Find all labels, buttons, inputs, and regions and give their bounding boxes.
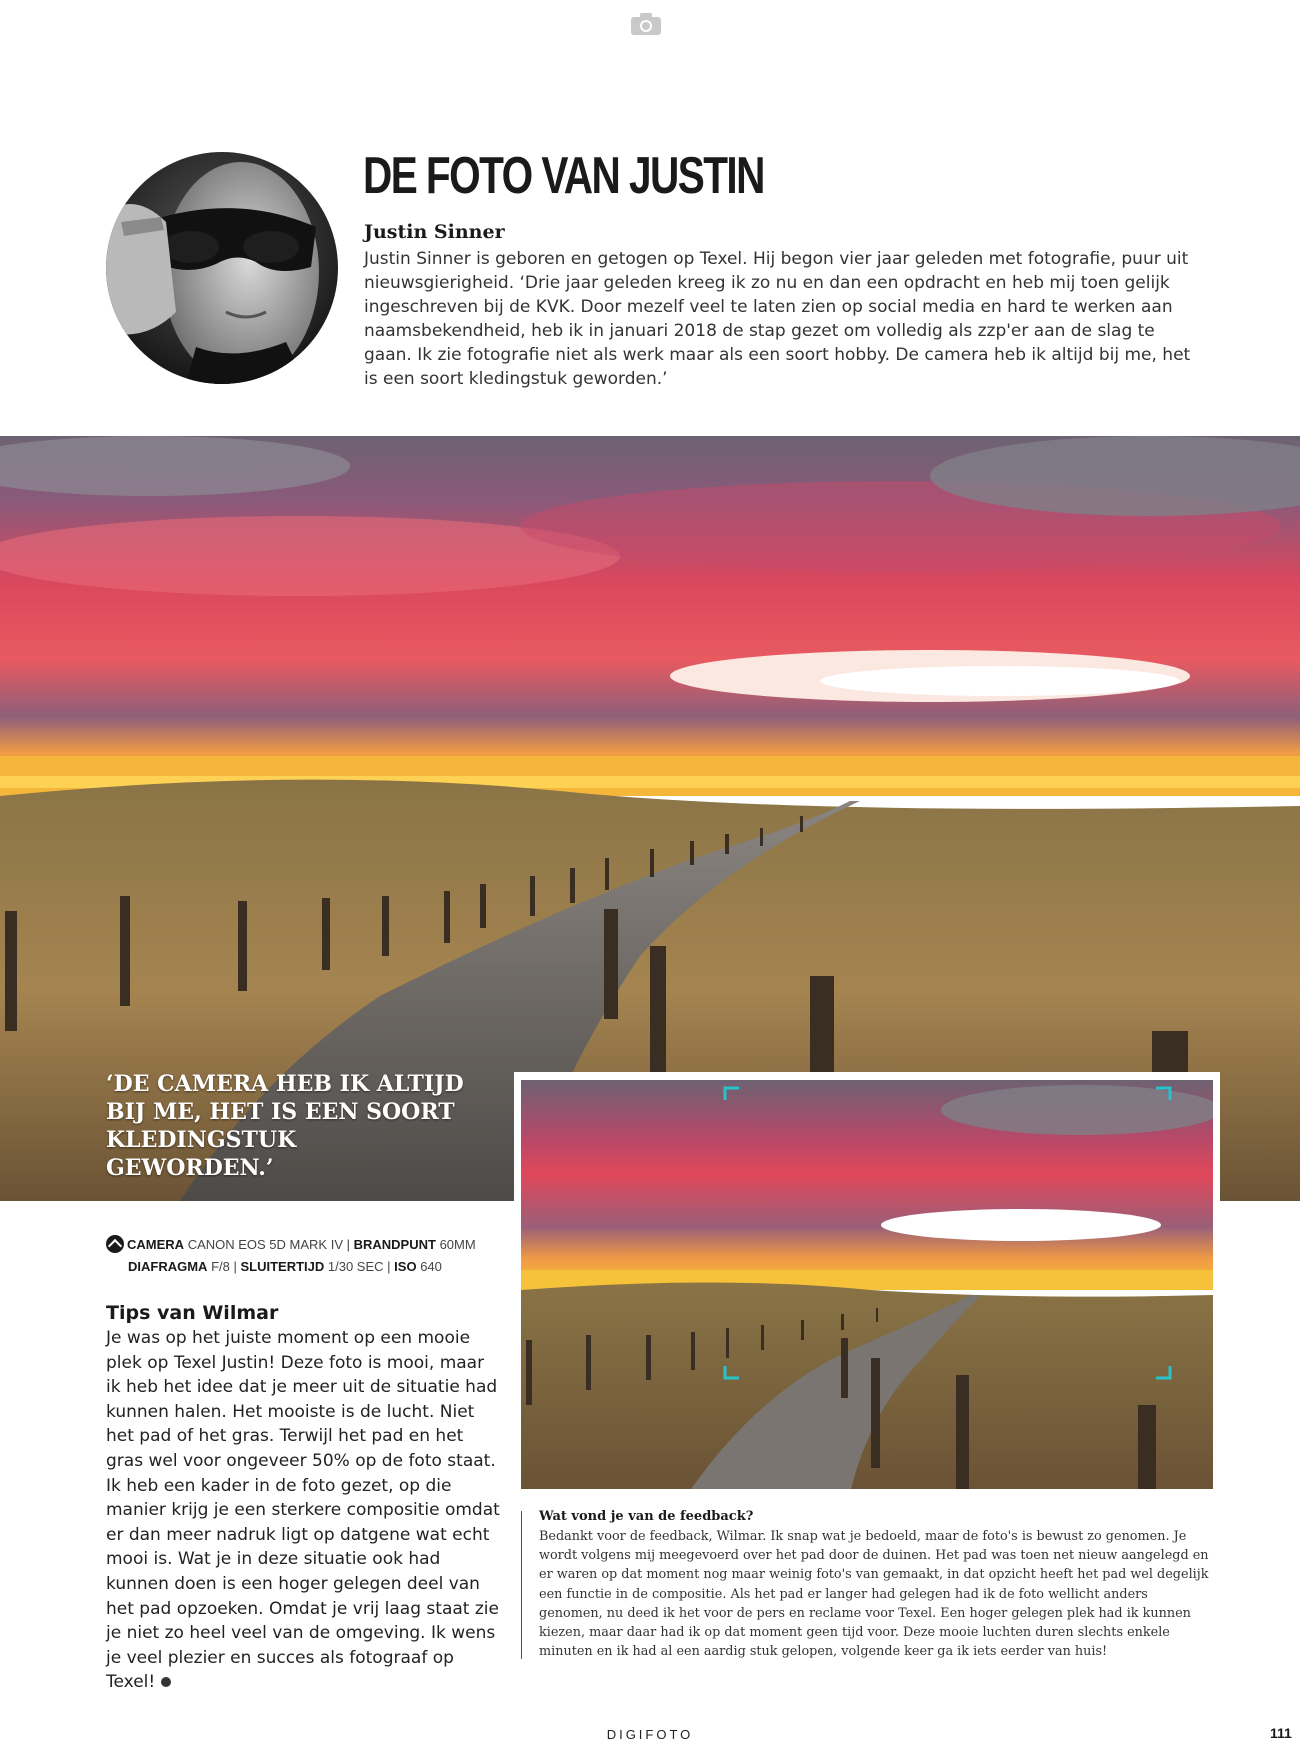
tips-body: Je was op het juiste moment op een mooie plek op Texel Justin! Deze foto is mooi, maar ik heb het idee dat je meer uit de situatie had kunnen halen. Het mooiste is de lucht. Niet het pad of het gras. Terwijl het pad en het gras wel voor ongeveer 50% op de foto staat. Ik heb een kader in de foto gezet, op die manier krijg je een sterkere compositie omdat er dan meer nadruk ligt op datgene wat echt mooi is. Wat je in deze situatie ook had kunnen doen is een hoger gelegen deel van het pad opzoeken. Omdat je vrij laag staat zie je niet zo heel veel van de omgeving. Ik wens je veel plezier en succes als fotograaf op Texel! [106, 1328, 500, 1693]
pull-quote: ‘DE CAMERA HEB IK ALTIJD BIJ ME, HET IS EEN SOORT KLEDINGSTUK GEWORDEN.’ [106, 1071, 464, 1181]
aperture-value: F/8 [211, 1259, 230, 1274]
magazine-name: DIGIFOTO [606, 1727, 694, 1742]
feedback-divider [521, 1511, 522, 1659]
end-mark-icon [161, 1677, 171, 1687]
shutter-value: 1/30 SEC [327, 1259, 384, 1274]
tips-heading: Tips van Wilmar [106, 1302, 279, 1324]
specs-line-2: DIAFRAGMA F/8 | SLUITERTIJD 1/30 SEC | ISO 640 [128, 1259, 442, 1274]
crop-marks [521, 1080, 1213, 1489]
iso-label: ISO [394, 1259, 417, 1274]
author-name: Justin Sinner [364, 221, 505, 243]
camera-value: CANON EOS 5D MARK IV [187, 1237, 343, 1252]
page-title: DE FOTO VAN JUSTIN [363, 147, 764, 205]
focal-value: 60MM [439, 1237, 476, 1252]
feedback-text: Bedankt voor de feedback, Wilmar. Ik snap wat je bedoeld, maar de foto's is bewust zo genomen. Je wordt volgens mij meegevoerd over het pad door de duinen. Het pad was toen net nieuw aangelegd en er waren op dat moment nog maar weinig foto's van gemaakt, in dat opzicht heeft het pad wel degelijk een functie in de compositie. Als het pad er langer had gelegen had ik de foto wellicht anders genomen, nu deed ik het voor de pers en reclame voor Texel. Een hoger gelegen plek had ik kunnen kiezen, maar daar had ik op dat moment geen tijd voor. Deze mooie luchten duren slechts enkele minuten en ik had al een aardig stuk gelopen, volgende keer ga ik iets eerder van huis! [539, 1529, 1209, 1660]
chevron-up-icon [106, 1235, 124, 1253]
camera-icon [630, 12, 662, 36]
camera-specs [106, 1234, 526, 1278]
author-bio: Justin Sinner is geboren en getogen op Texel. Hij begon vier jaar geleden met fotografie, puur uit nieuwsgierigheid. ‘Drie jaar geleden kreeg ik zo nu en dan een opdracht en heb mij toen gelijk ingeschreven bij de KVK. Door mezelf veel te laten zien op social media en hard te werken aan naamsbekendheid, heb ik in januari 2018 de stap gezet om volledig als zzp'er aan de slag te gaan. Ik zie fotografie niet als werk maar als een soort hobby. De camera heb ik altijd bij me, het is een soort kledingstuk geworden.’ [364, 249, 1191, 389]
iso-value: 640 [420, 1259, 442, 1274]
camera-label: CAMERA [127, 1237, 185, 1252]
tips-text [106, 1326, 501, 1695]
aperture-label: DIAFRAGMA [128, 1259, 208, 1274]
focal-label: BRANDPUNT [353, 1237, 436, 1252]
specs-line-1: CAMERA CANON EOS 5D MARK IV | BRANDPUNT 60MM [106, 1234, 526, 1256]
shutter-label: SLUITERTIJD [240, 1259, 325, 1274]
page-number: 111 [1270, 1725, 1292, 1741]
feedback-heading: Wat vond je van de feedback? [539, 1509, 754, 1524]
author-portrait [106, 152, 338, 384]
